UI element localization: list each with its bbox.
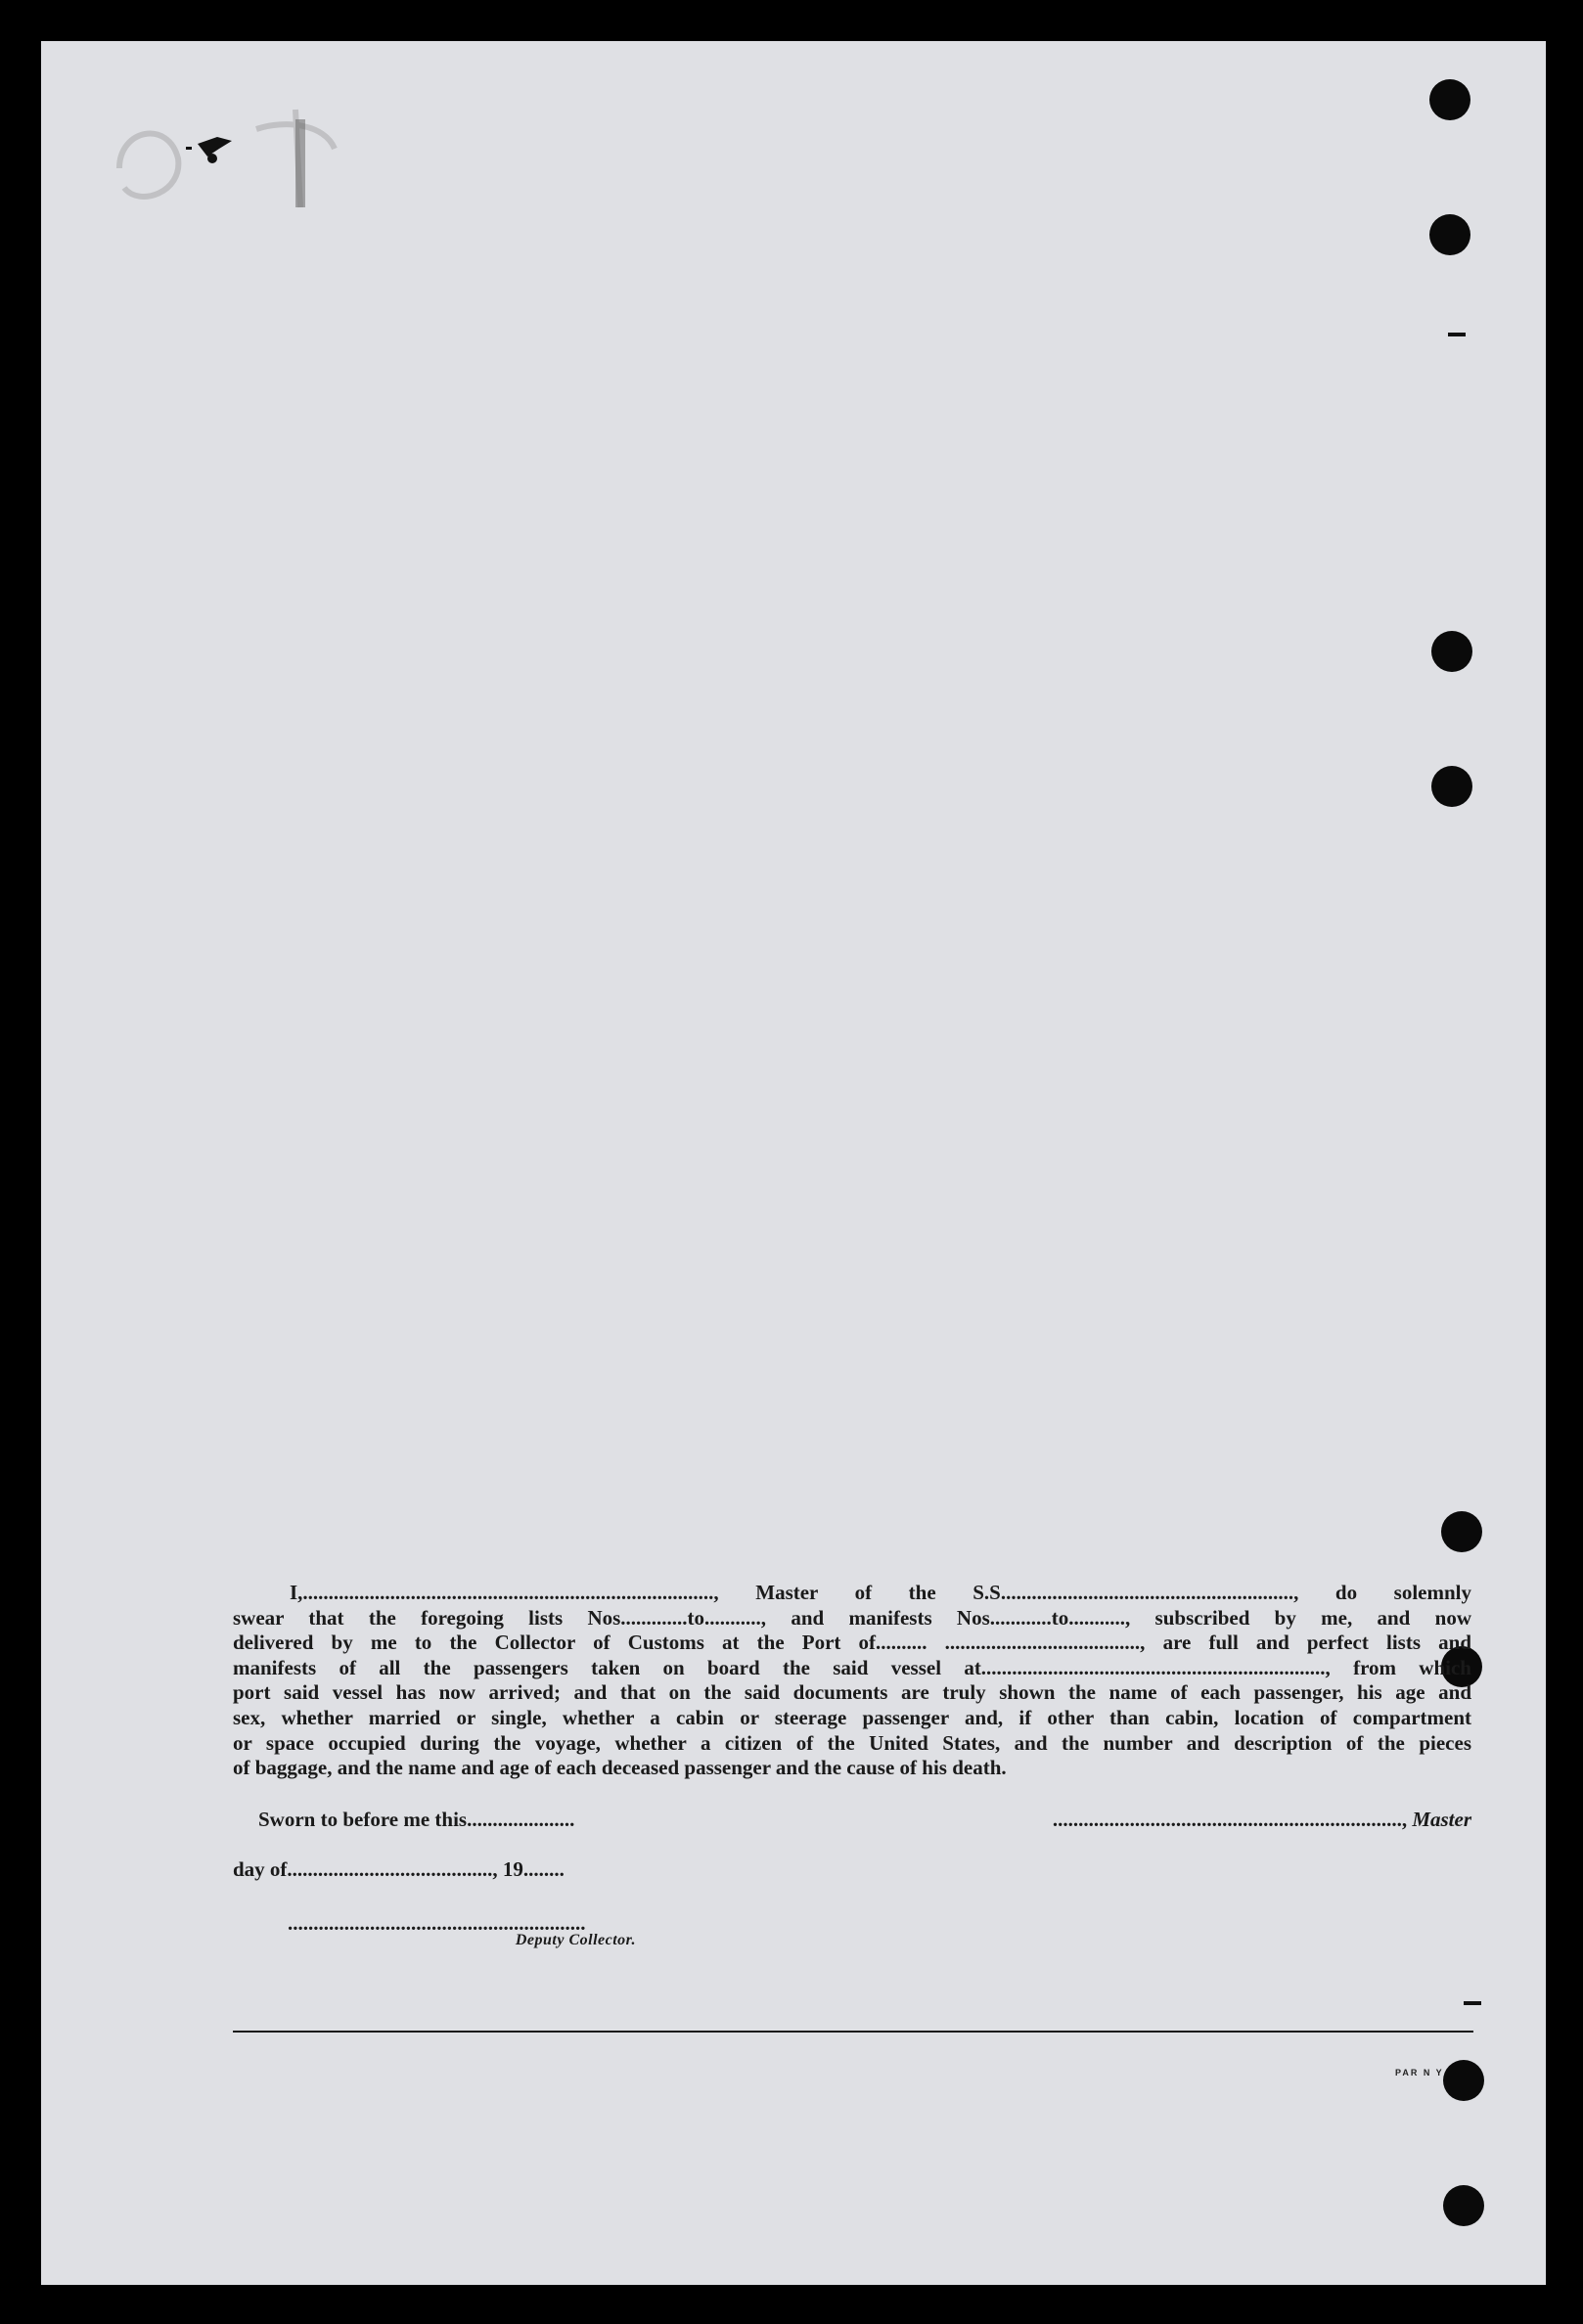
horizontal-rule: [233, 2031, 1473, 2033]
oath-line: port said vessel has now arrived; and that on the said documents are truly shown the name of each passenger, his age and: [233, 1680, 1471, 1705]
punch-hole: [1429, 79, 1470, 120]
punch-hole: [1441, 1511, 1482, 1552]
manifest-page: [41, 41, 1546, 2285]
oath-line: manifests of all the passengers taken on board the said vessel at..................................................................., from which: [233, 1655, 1471, 1679]
edge-mark: [1448, 333, 1466, 336]
deputy-collector-label: Deputy Collector.: [515, 1932, 636, 1948]
punch-hole: [1429, 214, 1470, 255]
master-signature-line: ....................................................................,: [1052, 1808, 1413, 1831]
oath-line: or space occupied during the voyage, whether a citizen of the United States, and the number and description of the pieces: [233, 1730, 1471, 1755]
oath-line: swear that the foregoing lists Nos.............to..........., and manifests Nos............to..........., subscribed by me, and now: [233, 1605, 1471, 1630]
edge-mark: [1464, 2001, 1481, 2005]
punch-hole: [1443, 2185, 1484, 2226]
faded-stamp-mark: [100, 100, 354, 227]
oath-line: of baggage, and the name and age of each deceased passenger and the cause of his death.: [233, 1756, 1007, 1780]
deputy-signature-line: ..........................................................: [288, 1911, 586, 1935]
printer-mark: PAR N Y: [1395, 2068, 1444, 2078]
oath-line: delivered by me to the Collector of Customs at the Port of.......... ......................................, are full and perfect lists and: [233, 1631, 1471, 1655]
oath-line: sex, whether married or single, whether a cabin or steerage passenger and, if other than cabin, location of compartment: [233, 1705, 1471, 1729]
punch-hole: [1431, 766, 1472, 807]
punch-hole: [1431, 631, 1472, 672]
master-oath-paragraph: [233, 1581, 1471, 1781]
date-field: day of........................................, 19........: [233, 1857, 565, 1881]
master-label: Master: [1412, 1808, 1471, 1831]
punch-hole: [1443, 2060, 1484, 2101]
master-signature-field: [971, 1808, 1471, 1832]
sworn-before-field: Sworn to before me this.....................: [258, 1808, 575, 1831]
oath-line: I,................................................................................, Master of the S.S........................................................., do solemnly: [290, 1581, 1471, 1604]
